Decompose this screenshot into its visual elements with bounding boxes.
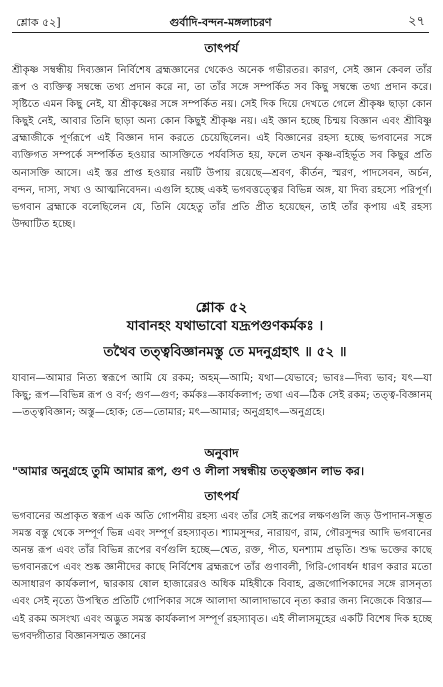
purport-text-2: ভগবানের অপ্রাকৃত স্বরূপ এক অতি গোপনীয় রহস্য এবং তাঁর সেই রূপের লক্ষণগুলি জড় উপাদান-সম্ভূত সমস্ত বস্তু থেকে সম্পূর্ণ ভিন্ন এবং সম্পূর্ণ রহস্যাবৃত। শ্যামসুন্দর, নারায়ণ, রাম, গৌরসুন্দর আদি ভগবানের অনন্ত রূপ এবং তাঁর বিভিন্ন রূপের বর্ণগুলি হচ্ছে—শ্বেত, রক্ত, পীত, ঘনশ্যাম প্রভৃতি। শুদ্ধ ভক্তের কাছে ভগবানরূপে এবং শুষ্ক জ্ঞানীদের কাছে নির্বিশেষ ব্রহ্মরূপে তাঁর গুণাবলী, গিরি-গোবর্ধন ধারণ করার মতো অসাধারণ কার্যকলাপ, দ্বারকায় ষোল হাজারেরও অধিক মহিষীকে বিবাহ, ব্রজগোপিকাদের সঙ্গে রাসনৃত্য এবং সেই নৃত্যে উপস্থিত প্রতিটি গোপিকার সঙ্গে আলাদা আলাদাভাবে নৃত্য করার জন্য নিজেকে বিস্তার—এই রকম অসংখ্য এবং অদ্ভুত সমস্ত কার্যকলাপ সম্পূর্ণ রহস্যাবৃত। এই লীলাসমূহের একটি বিশেষ দিক হচ্ছে ভগবদ্গীতার বিজ্ঞানসম্মত জ্ঞানের bbox=[12, 511, 432, 642]
header-chapter-title: গুর্বাদি-বন্দন-মঙ্গলাচরণ bbox=[169, 16, 272, 29]
translation-heading: অনুবাদ bbox=[204, 446, 239, 460]
header-verse-ref: শ্লোক ৫২] bbox=[16, 16, 61, 29]
verse-line-1: যাবানহং যথাভাবো যদ্রূপগুণকর্মকঃ । bbox=[126, 318, 324, 334]
purport-heading-1: তাৎপর্য bbox=[204, 41, 239, 55]
purport-text-1: শ্রীকৃষ্ণ সম্বন্ধীয় দিব্যজ্ঞান নির্বিশেষ ব্রহ্মজ্ঞানের থেকেও অনেক গভীরতর। কারণ, সেই জ্ঞান কেবল তাঁর রূপ ও ব্যক্তিত্ব সম্বন্ধে তথ্য প্রদান করে না, তা তাঁর সঙ্গে সম্পর্কিত সব কিছু সম্বন্ধে তথ্য প্রদান করে। সৃষ্টিতে এমন কিছু নেই, যা শ্রীকৃষ্ণের সঙ্গে সম্পর্কিত নয়। সেই দিক দিয়ে দেখতে গেলে শ্রীকৃষ্ণ ছাড়া কোন কিছুই নেই, আবার তিনি ছাড়া অন্য কোন কিছুই শ্রীকৃষ্ণ নয়। এই জ্ঞান হচ্ছে চিন্ময় বিজ্ঞান এবং শ্রীবিষ্ণু ব্রহ্মাজীকে পূর্ণরূপে এই বিজ্ঞান দান করতে চেয়েছিলেন। এই বিজ্ঞানের রহস্য হচ্ছে ভগবানের সঙ্গে ব্যক্তিগত সম্পর্কে সম্পর্কিত হওয়ার আসক্তিতে পর্যবসিত হয়, ফলে তখন কৃষ্ণ-বহির্ভূত সব কিছুর প্রতি অনাসক্তি আসে। এই স্তর প্রাপ্ত হওয়ার নয়টি উপায় রয়েছে—শ্রবণ, কীর্তন, স্মরণ, পাদসেবন, অর্চন, বন্দন, দাস্য, সখ্য ও আত্মনিবেদন। এগুলি হচ্ছে একই ভগবত্তত্ত্বের বিভিন্ন অঙ্গ, যা দিব্য রহস্যে পরিপূর্ণ। ভগবান ব্রহ্মাকে বলেছিলেন যে, তিনি যেহেতু তাঁর প্রতি প্রীত হয়েছেন, তাই তাঁর কৃপায় এই রহস্য উদ্ঘাটিত হচ্ছে। bbox=[12, 65, 432, 230]
synonyms: যাবান—আমার নিত্য স্বরূপে আমি যে রকম; অহম্—আমি; যথা—যেভাবে; ভাবঃ—দিব্য ভাব; যৎ—যা কিছু; রূপ—বিভিন্ন রূপ ও বর্ণ; গুণ—গুণ; কর্মকঃ—কার্যকলাপ; তথা এব—ঠিক সেই রকম; তত্ত্ব-বিজ্ঞানম্—তত্ত্ববিজ্ঞান; অস্তু—হোক; তে—তোমার; মৎ—আমার; অনুগ্রহাৎ—অনুগ্রহে। bbox=[12, 373, 432, 419]
page-number: ২৭ bbox=[408, 14, 425, 29]
verse-title: শ্লোক ৫২ bbox=[195, 300, 248, 316]
verse-line-2: তথৈব তত্ত্ববিজ্ঞানমস্তু তে মদনুগ্রহাৎ ॥ ৫২ ॥ bbox=[103, 344, 347, 360]
purport-heading-2: তাৎপর্য bbox=[204, 489, 239, 503]
translation-text: "আমার অনুগ্রহে তুমি আমার রূপ, গুণ ও লীলা সম্বন্ধীয় তত্ত্বজ্ঞান লাভ কর। bbox=[12, 464, 365, 478]
running-header bbox=[12, 10, 429, 33]
